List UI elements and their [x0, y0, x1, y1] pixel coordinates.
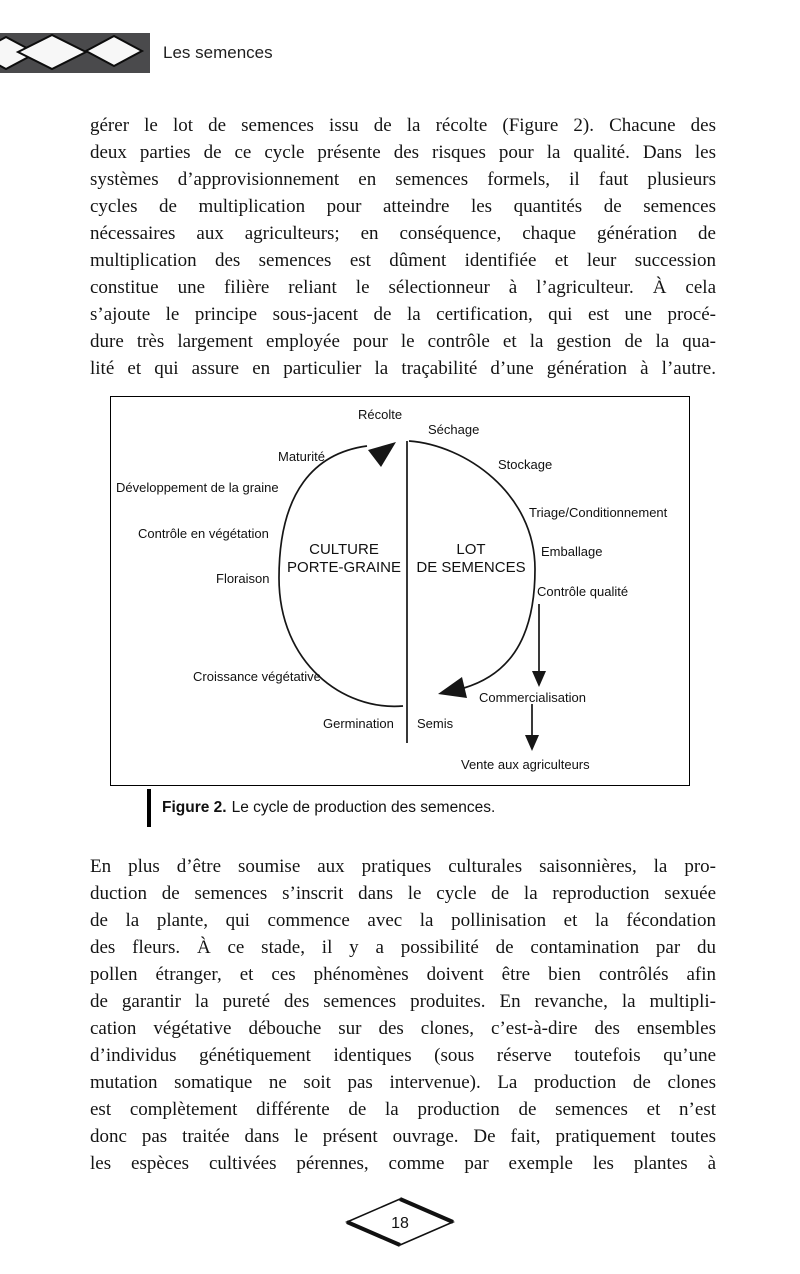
text-line: dure très largement employée pour le contrôle et la gestion de la qua- [90, 331, 716, 352]
text-line: gérer le lot de semences issu de la récolte (Figure 2). Chacune des [90, 115, 716, 136]
text-line: les espèces cultivées pérennes, comme par exemple les plantes à [90, 1153, 716, 1174]
paragraph-2 [90, 853, 716, 1177]
figure-2-box [110, 396, 690, 786]
text-line: constitue une filière reliant le sélectionneur à l’agriculteur. À cela [90, 277, 716, 298]
recolte-arrowhead-icon [368, 442, 396, 467]
right-cycle-title-line1: LOT [456, 541, 486, 558]
text-line: duction de semences s’inscrit dans le cycle de la reproduction sexuée [90, 883, 716, 904]
left-cycle-arc [279, 446, 403, 706]
label-emballage: Emballage [541, 544, 603, 559]
down-arrowhead-icon [525, 735, 539, 751]
header-title: Les semences [163, 43, 273, 62]
text-line: cycles de multiplication pour atteindre les quantités de semences [90, 196, 716, 217]
label-commercialisation: Commercialisation [479, 690, 586, 705]
caption-text: Le cycle de production des semences. [231, 799, 496, 816]
text-line: mutation somatique ne soit pas intervenue). La production de clones [90, 1072, 716, 1093]
diamond-logo-icon [0, 33, 150, 73]
down-arrowhead-icon [532, 671, 546, 687]
text-line: systèmes d’approvisionnement en semences formels, il faut plusieurs [90, 169, 716, 190]
semis-arrowhead-icon [438, 677, 467, 698]
text-line: est complètement différente de la production de semences et n’est [90, 1099, 716, 1120]
page-number: 18 [391, 1215, 409, 1232]
text-line: donc pas traitée dans le présent ouvrage. De fait, pratiquement toutes [90, 1126, 716, 1147]
text-line: d’individus génétiquement identiques (sous réserve toutefois qu’une [90, 1045, 716, 1066]
label-recolte: Récolte [358, 407, 403, 422]
caption-label: Figure 2. [162, 799, 227, 816]
text-line: cation végétative débouche sur des clones, c’est-à-dire des ensembles [90, 1018, 716, 1039]
label-floraison: Floraison [216, 571, 270, 586]
left-cycle-title-line1: CULTURE [309, 541, 379, 558]
label-sechage: Séchage [428, 422, 480, 437]
paragraph-1 [90, 112, 716, 382]
figure-caption [147, 789, 495, 827]
text-line: nécessaires aux agriculteurs; en conséquence, chaque génération de [90, 223, 716, 244]
label-stockage: Stockage [498, 457, 553, 472]
label-developpement: Développement de la graine [116, 480, 279, 495]
seed-cycle-diagram [111, 397, 689, 785]
text-line: de garantir la pureté des semences produites. En revanche, la multipli- [90, 991, 716, 1012]
label-maturite: Maturité [278, 449, 325, 464]
text-line: lité et qui assure en particulier la traçabilité d’une génération à l’autre. [90, 358, 716, 379]
text-line: pollen étranger, et ces phénomènes doivent être bien contrôlés afin [90, 964, 716, 985]
text-line: deux parties de ce cycle présente des risques pour la qualité. Dans les [90, 142, 716, 163]
text-line: des fleurs. À ce stade, il y a possibilité de contamination par du [90, 937, 716, 958]
label-germination: Germination [323, 716, 394, 731]
text-line: En plus d’être soumise aux pratiques culturales saisonnières, la pro- [90, 856, 716, 877]
text-line: multiplication des semences est dûment identifiée et leur succession [90, 250, 716, 271]
label-triage: Triage/Conditionnement [529, 505, 668, 520]
label-controle-qualite: Contrôle qualité [537, 584, 629, 599]
label-controle-vegetation: Contrôle en végétation [138, 526, 269, 541]
label-croissance: Croissance végétative [193, 669, 321, 684]
page-number-diamond [345, 1197, 455, 1247]
label-semis: Semis [417, 716, 454, 731]
caption-bar [147, 789, 151, 827]
right-cycle-title-line2: DE SEMENCES [416, 559, 526, 576]
text-line: de la plante, qui commence avec la pollinisation et la fécondation [90, 910, 716, 931]
label-vente: Vente aux agriculteurs [461, 757, 590, 772]
left-cycle-title-line2: PORTE-GRAINE [287, 559, 401, 576]
text-line: s’ajoute le principe sous-jacent de la certification, qui est une procé- [90, 304, 716, 325]
